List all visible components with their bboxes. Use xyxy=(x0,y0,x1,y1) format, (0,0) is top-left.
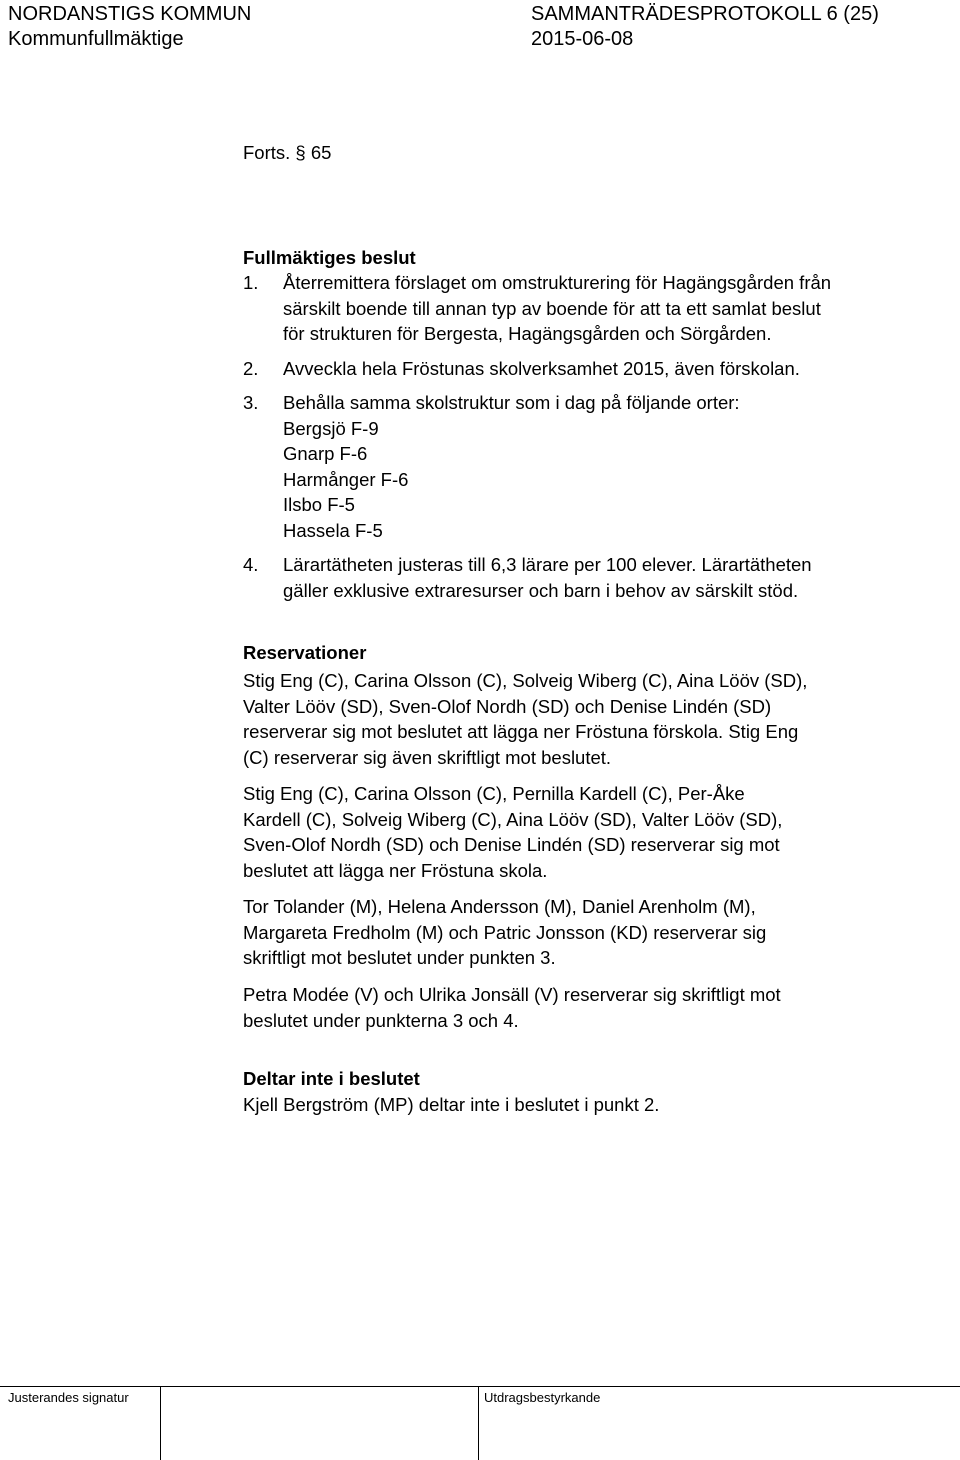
reservation-paragraph xyxy=(243,668,807,770)
decision-item-number: 2. xyxy=(243,357,259,379)
section-continuation: Forts. § 65 xyxy=(243,142,332,163)
decision-item-line: för strukturen för Bergesta, Hagängsgården och Sörgården. xyxy=(283,323,772,344)
reservation-line: Kardell (C), Solveig Wiberg (C), Aina Lööv (SD), Valter Lööv (SD), xyxy=(243,808,783,830)
header-body: Kommunfullmäktige xyxy=(8,28,184,50)
reservation-line: Valter Lööv (SD), Sven-Olof Nordh (SD) och Denise Lindén (SD) xyxy=(243,695,772,717)
decision-item-line: särskilt boende till annan typ av boende för att ta ett samlat beslut xyxy=(283,297,821,319)
decision-item-line: Avveckla hela Fröstunas skolverksamhet 2015, även förskolan. xyxy=(283,357,800,379)
reservation-paragraph xyxy=(243,982,781,1033)
reservation-paragraph xyxy=(243,894,766,971)
decision-item-line: Behålla samma skolstruktur som i dag på följande orter: xyxy=(283,392,740,413)
reservation-line: beslutet att lägga ner Fröstuna skola. xyxy=(243,859,548,881)
reservation-paragraph xyxy=(243,781,782,883)
reservation-line: beslutet under punkterna 3 och 4. xyxy=(243,1009,519,1031)
reservation-line: reserverar sig mot beslutet att lägga ner Fröstuna förskola. Stig Eng xyxy=(243,721,799,742)
reservation-line: Sven-Olof Nordh (SD) och Denise Lindén (SD) reserverar sig mot xyxy=(243,834,780,855)
header-date: 2015-06-08 xyxy=(531,28,634,50)
decision-item-number: 4. xyxy=(243,554,259,575)
signature-box xyxy=(161,1387,479,1460)
decision-item-line: Hassela F-5 xyxy=(283,519,383,541)
reservation-line: (C) reserverar sig även skriftligt mot beslutet. xyxy=(243,746,612,768)
decision-item xyxy=(243,270,943,347)
not-participating-heading: Deltar inte i beslutet xyxy=(243,1068,420,1089)
reservation-line: Margareta Fredholm (M) och Patric Jonsson (KD) reserverar sig xyxy=(243,921,767,943)
decision-heading: Fullmäktiges beslut xyxy=(243,247,416,268)
decision-item xyxy=(243,356,943,382)
decision-item-line: Bergsjö F-9 xyxy=(283,417,379,439)
decision-item-number: 3. xyxy=(243,392,259,413)
reservation-line: Tor Tolander (M), Helena Andersson (M), Daniel Arenholm (M), xyxy=(243,896,756,917)
decision-item xyxy=(243,390,943,543)
signature-label: Justerandes signatur xyxy=(8,1390,129,1405)
decision-item-line: gäller exklusive extraresurser och barn i behov av särskilt stöd. xyxy=(283,579,799,601)
decision-list xyxy=(243,270,943,603)
header-organization: NORDANSTIGS KOMMUN xyxy=(8,3,252,25)
decision-item-line: Återremittera förslaget om omstrukturering för Hagängsgården från xyxy=(283,272,832,293)
signature-footer xyxy=(0,1386,960,1460)
decision-item-line: Harmånger F-6 xyxy=(283,468,409,490)
reservation-line: skriftligt mot beslutet under punkten 3. xyxy=(243,947,556,968)
decision-item-line: Lärartätheten justeras till 6,3 lärare per 100 elever. Lärartätheten xyxy=(283,554,812,575)
reservation-line: Petra Modée (V) och Ulrika Jonsäll (V) reserverar sig skriftligt mot xyxy=(243,984,781,1005)
reservations-heading: Reservationer xyxy=(243,642,367,663)
decision-item-number: 1. xyxy=(243,272,259,293)
not-participating-text: Kjell Bergström (MP) deltar inte i beslutet i punkt 2. xyxy=(243,1094,660,1115)
reservation-line: Stig Eng (C), Carina Olsson (C), Pernilla Kardell (C), Per-Åke xyxy=(243,783,745,804)
decision-item xyxy=(243,552,943,603)
certifier-label: Utdragsbestyrkande xyxy=(484,1390,601,1405)
decision-item-line: Gnarp F-6 xyxy=(283,443,368,464)
header-title: SAMMANTRÄDESPROTOKOLL 6 (25) xyxy=(531,3,879,25)
decision-item-line: Ilsbo F-5 xyxy=(283,494,355,515)
reservation-line: Stig Eng (C), Carina Olsson (C), Solveig Wiberg (C), Aina Lööv (SD), xyxy=(243,670,808,691)
